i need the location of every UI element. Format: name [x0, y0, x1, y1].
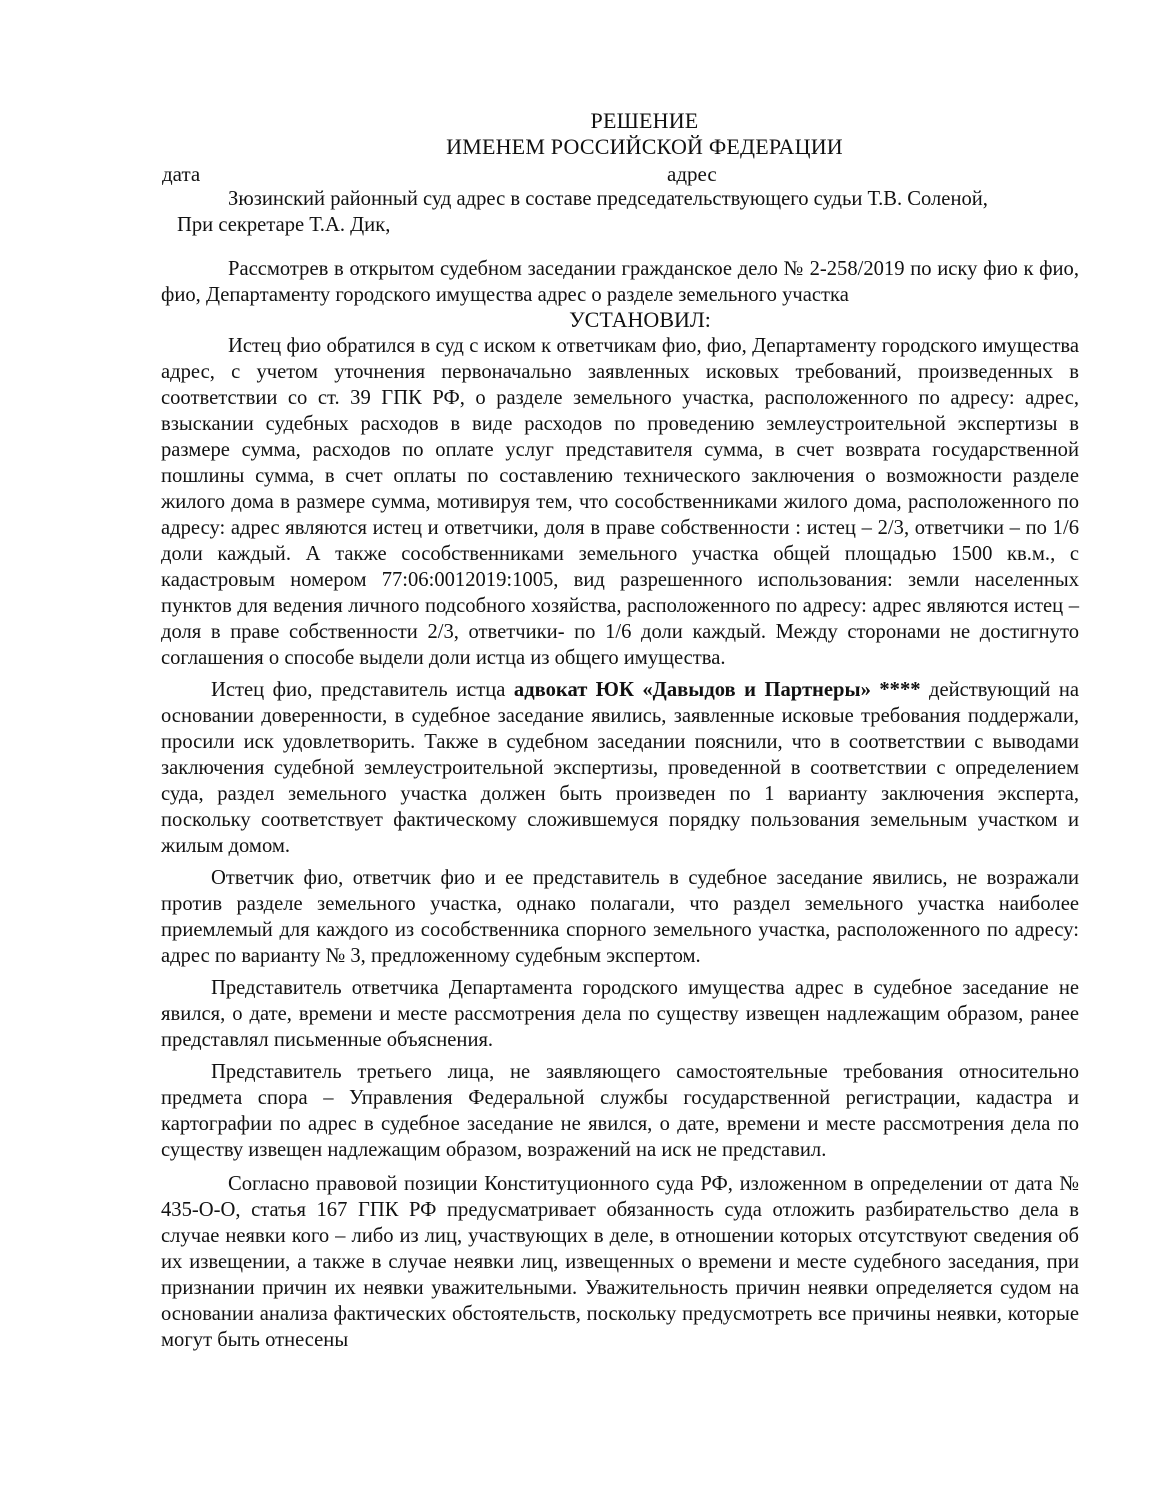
secretary-paragraph: При секретаре Т.А. Дик, — [177, 214, 391, 236]
plaintiff-position-start: Истец фио, представитель истца — [211, 679, 514, 701]
defendant-position-paragraph: Ответчик фио, ответчик фио и ее представитель в судебное заседание явились, не возражали против разделе земельного участка, однако полагали, что раздел земельного участка наиболее приемлемый для каждого из сособственника спорного земельного участка, расположенного по адресу: адрес по варианту № 3, предложенному судебным экспертом. — [161, 867, 1079, 967]
established-heading: УСТАНОВИЛ: — [569, 307, 711, 332]
department-representative-paragraph: Представитель ответчика Департамента городского имущества адрес в судебное заседание не явился, о дате, времени и месте рассмотрения дела по существу извещен надлежащим образом, ранее представлял письменные объяснения. — [161, 977, 1079, 1051]
decision-address-label: адрес — [667, 162, 717, 186]
attorney-name: адвокат ЮК «Давыдов и Партнеры» **** — [513, 679, 921, 701]
document-title: РЕШЕНИЕ — [590, 108, 699, 133]
case-consideration-paragraph: Рассмотрев в открытом судебном заседании гражданское дело № 2-258/2019 по иску фио к фио, фио, Департаменту городского имущества адрес о разделе земельного участка — [161, 258, 1079, 306]
court-composition-paragraph: Зюзинский районный суд адрес в составе председательствующего судьи Т.В. Соленой, — [228, 188, 988, 210]
document-subtitle: ИМЕНЕМ РОССИЙСКОЙ ФЕДЕРАЦИИ — [446, 134, 843, 159]
plaintiff-position-end: действующий на основании доверенности, в судебное заседание явились, заявленные исковые требования поддержали, просили иск удовлетворить. Также в судебном заседании пояснили, что в соответствии с выводами заключения судебной землеустроительной экспертизы, проведенной в соответствии с определением суда, раздел земельного участка должен быть произведен по 1 варианту заключения эксперта, поскольку соответствует фактическому сложившемуся порядку пользования земельным участком и жилым домом. — [161, 679, 1080, 857]
third-party-paragraph: Представитель третьего лица, не заявляющего самостоятельные требования относительно предмета спора – Управления Федеральной службы государственной регистрации, кадастра и картографии по адрес в судебное заседание не явился, о дате, времени и месте рассмотрения дела по существу извещен надлежащим образом, возражений на иск не представил. — [161, 1061, 1079, 1161]
decision-body — [161, 186, 1079, 1353]
decision-date-label: дата — [162, 162, 201, 186]
constitutional-court-paragraph: Согласно правовой позиции Конституционного суда РФ, изложенном в определении от дата № 435-О-О, статья 167 ГПК РФ предусматривает обязанность суда отложить разбирательство дела в случае неявки кого – либо из лиц, участвующих в деле, в отношении которых отсутствуют сведения об их извещении, а также в случае неявки лиц, извещенных о времени и месте судебного заседания, при признании причин их неявки уважительными. Уважительность причин неявки определяется судом на основании анализа фактических обстоятельств, поскольку предусмотреть все причины неявки, которые могут быть отнесены — [161, 1173, 1079, 1351]
claim-paragraph: Истец фио обратился в суд с иском к ответчикам фио, фио, Департаменту городского имущества адрес, с учетом уточнения первоначально заявленных исковых требований, произведенных в соответствии со ст. 39 ГПК РФ, о разделе земельного участка, расположенного по адресу: адрес, взыскании судебных расходов в виде расходов по проведению землеустроительной экспертизы в размере сумма, расходов по оплате услуг представителя сумма, в счет возврата государственной пошлины сумма, в счет оплаты по составлению технического заключения о возможности разделе жилого дома в размере сумма, мотивируя тем, что сособственниками жилого дома, расположенного по адресу: адрес являются истец и ответчики, доля в праве собственности : истец – 2/3, ответчики – по 1/6 доли каждый. А также сособственниками земельного участка общей площадью 1500 кв.м., с кадастровым номером 77:06:0012019:1005, вид разрешенного использования: земли населенных пунктов для ведения личного подсобного хозяйства, расположенного по адресу: адрес являются истец – доля в праве собственности 2/3, ответчики- по 1/6 доли каждый. Между сторонами не достигнуто соглашения о способе выдели доли истца из общего имущества. — [161, 335, 1079, 669]
plaintiff-position-paragraph — [161, 677, 1079, 859]
